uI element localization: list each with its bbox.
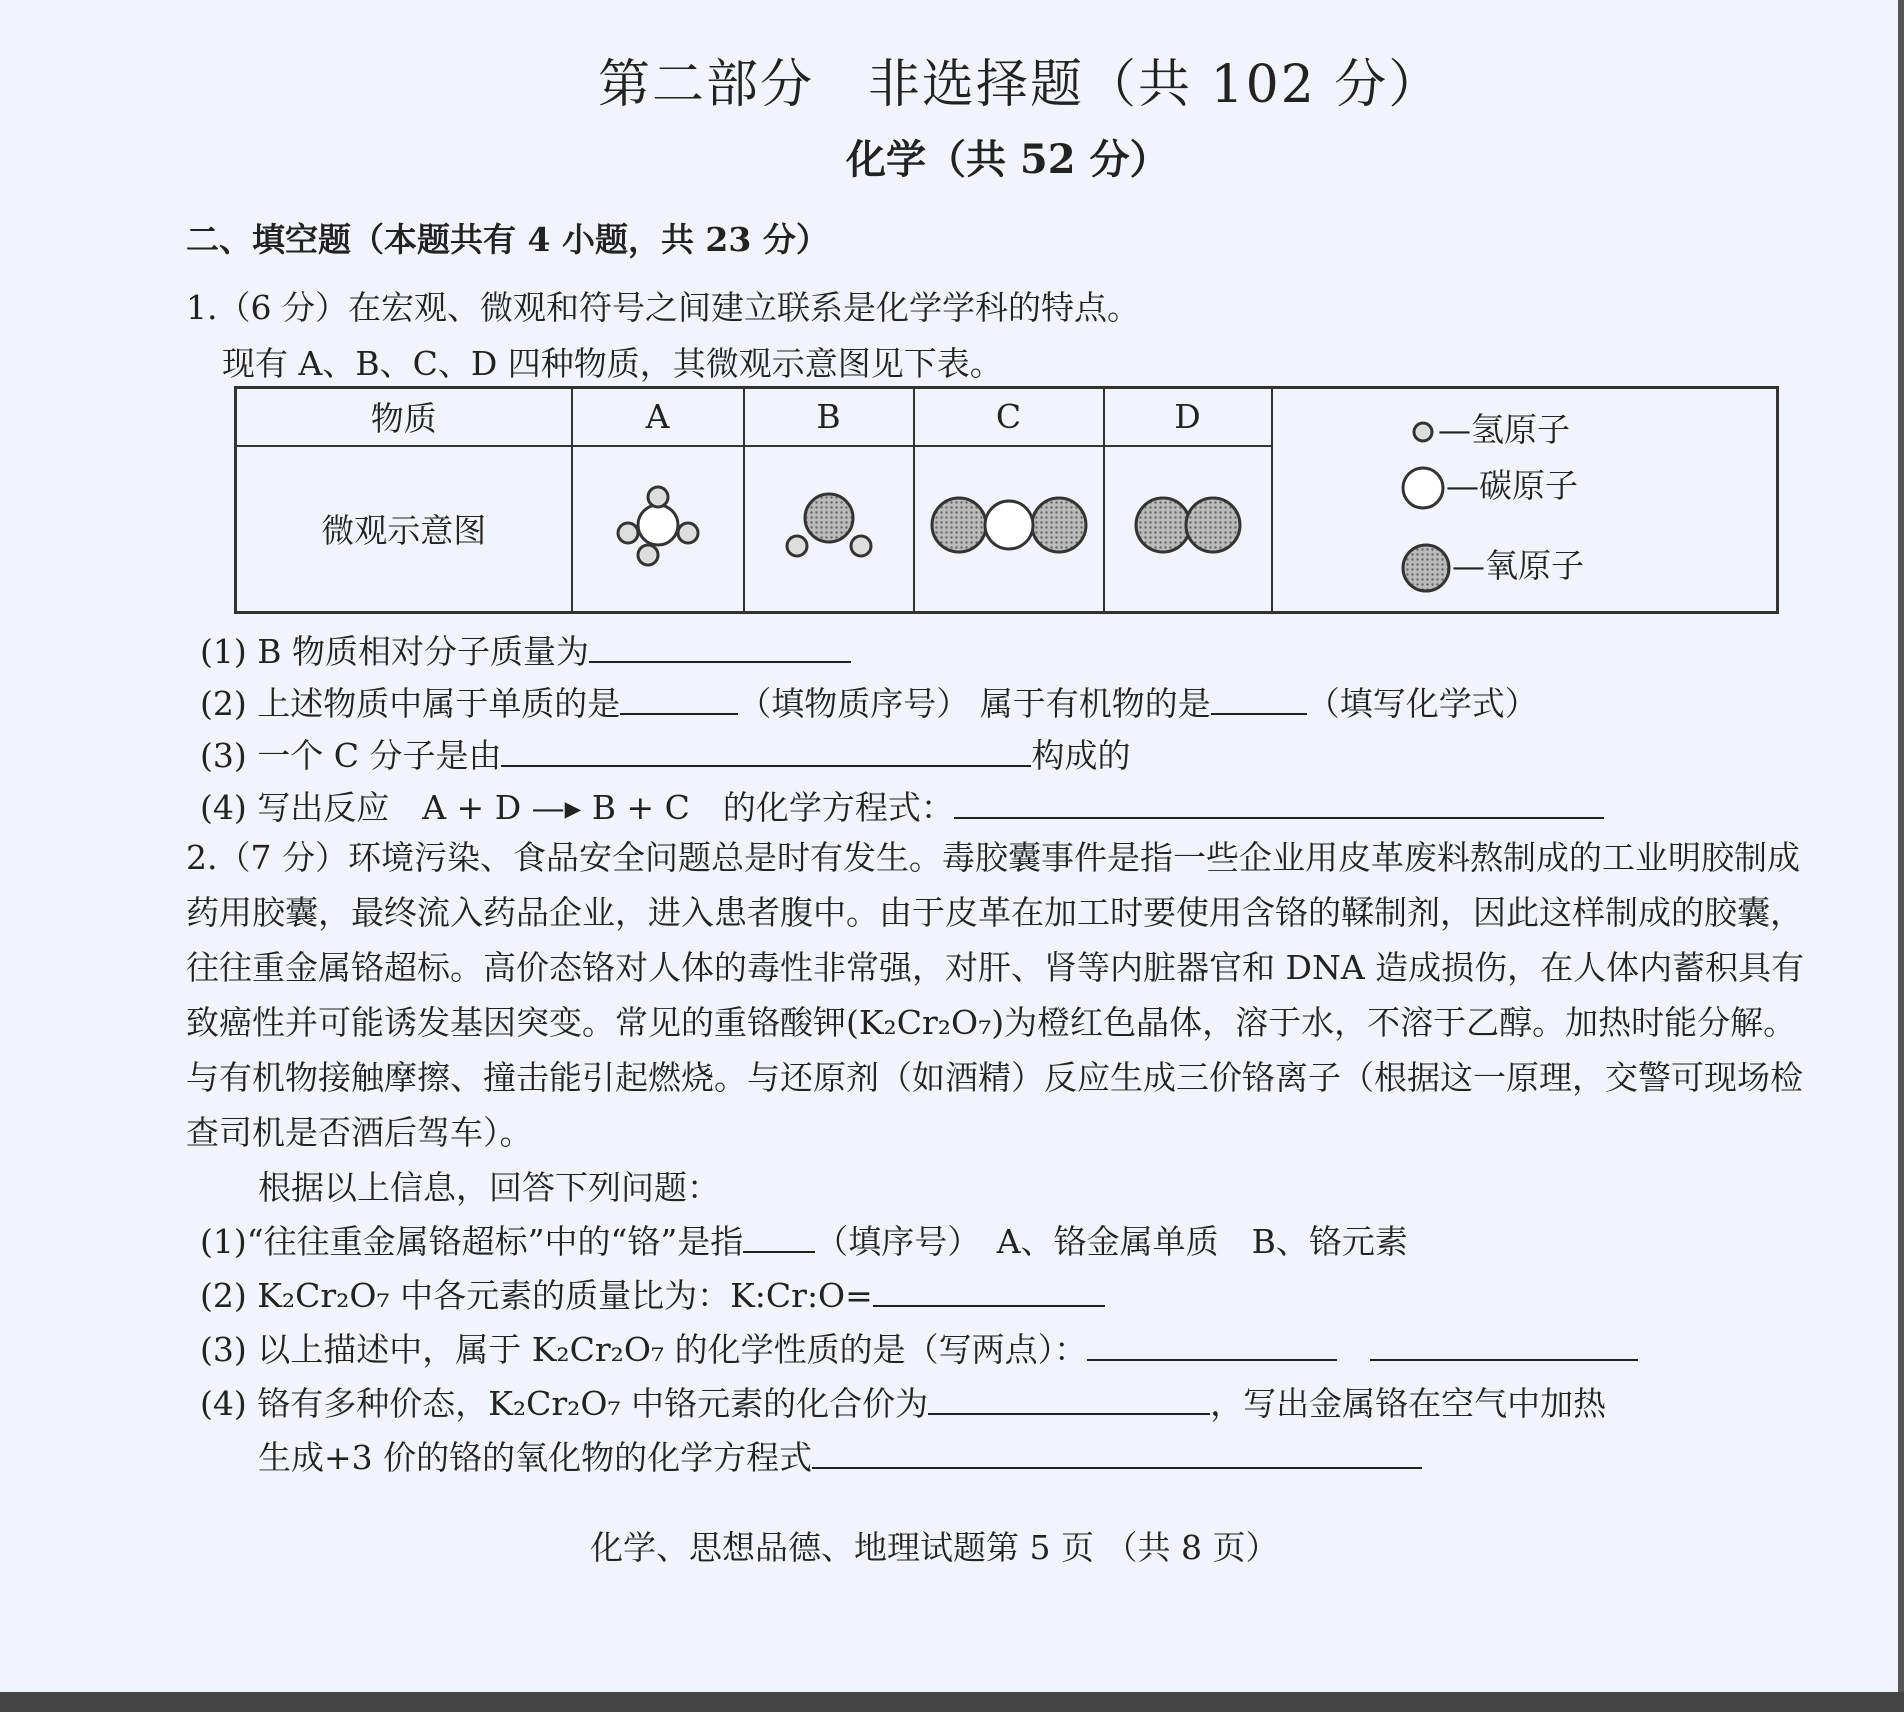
q1-stem: 1.（6 分）在宏观、微观和符号之间建立联系是化学学科的特点。: [186, 288, 1140, 327]
q2-paragraph: 2.（7 分）环境污染、食品安全问题总是时有发生。毒胶囊事件是指一些企业用皮革废料熬制成的工业明胶制成药用胶囊，最终流入药品企业，进入患者腹中。由于皮革在加工时要使用含铬的鞣制剂，因此这样制成的胶囊，往往重金属铬超标。高价态铬对人体的毒性非常强，对肝、肾等内脏器官和 DNA 造成损伤，在人体内蓄积具有致癌性并可能诱发基因突变。常见的重铬酸钾(K₂Cr₂O₇)为橙红色晶体，溶于水，不溶于乙醇。加热时能分解。与有机物接触摩擦、撞击能引起燃烧。与还原剂（如酒精）反应生成三价铬离子（根据这一原理，交警可现场检查司机是否酒后驾车）。: [186, 838, 1805, 1152]
q2-sub4-cont: 生成+3 价的铬的氧化物的化学方程式: [258, 1432, 1422, 1479]
hydrogen-atom-icon: [1408, 417, 1438, 447]
q1-sub4: (4) 写出反应 A + D —▸ B + C 的化学方程式：: [200, 782, 1604, 829]
molecule-b: [744, 446, 914, 613]
reaction-arrow: —▸: [531, 788, 582, 827]
q2-sub2: (2) K₂Cr₂O₇ 中各元素的质量比为：K:Cr:O=: [200, 1270, 1105, 1317]
legend-carbon: —碳原子: [1400, 460, 1578, 511]
q1-sub1: (1) B 物质相对分子质量为: [200, 626, 851, 673]
answer-blank[interactable]: [743, 1223, 815, 1253]
molecule-c: [914, 446, 1104, 613]
answer-blank[interactable]: [1370, 1331, 1638, 1361]
answer-blank[interactable]: [1087, 1331, 1337, 1361]
molecule-d: [1104, 446, 1272, 613]
page-edge-bottom: [0, 1692, 1904, 1712]
legend-hydrogen: —氢原子: [1408, 404, 1570, 451]
q2-sub4: (4) 铬有多种价态，K₂Cr₂O₇ 中铬元素的化合价为 ，写出金属铬在空气中加热: [200, 1384, 1607, 1423]
section-heading: 二、填空题（本题共有 4 小题，共 23 分）: [186, 220, 829, 259]
answer-blank[interactable]: [501, 737, 1031, 767]
answer-blank[interactable]: [620, 685, 738, 715]
q2-sub1: (1)“往往重金属铬超标”中的“铬”是指 （填序号） A、铬金属单质 B、铬元素: [200, 1222, 1408, 1261]
water-molecule-icon: [779, 480, 879, 570]
legend-oxygen: —氧原子: [1400, 540, 1584, 594]
oxygen-molecule-icon: [1133, 490, 1243, 560]
table-header-a: A: [572, 388, 744, 446]
answer-blank[interactable]: [1211, 685, 1307, 715]
molecule-a: [572, 446, 744, 613]
oxygen-atom-icon: [1400, 542, 1452, 594]
table-row-label-diagram: 微观示意图: [236, 446, 572, 613]
page-edge-right: [1898, 0, 1904, 1712]
methane-molecule-icon: [608, 475, 708, 575]
answer-blank[interactable]: [812, 1439, 1422, 1469]
q1-sub3: (3) 一个 C 分子是由 构成的: [200, 736, 1131, 775]
atom-legend: [1390, 390, 1770, 610]
subject-title: 化学（共 52 分）: [846, 136, 1170, 183]
part-title: 第二部分 非选择题（共 102 分）: [598, 55, 1443, 115]
answer-blank[interactable]: [928, 1385, 1210, 1415]
q1-sub2: (2) 上述物质中属于单质的是 （填物质序号） 属于有机物的是 （填写化学式）: [200, 684, 1538, 723]
table-header-substance: 物质: [236, 388, 572, 446]
table-header-b: B: [744, 388, 914, 446]
formula-k2cr2o7: (K₂Cr₂O₇): [846, 1003, 1005, 1042]
q2-prompt: 根据以上信息，回答下列问题：: [258, 1168, 720, 1207]
q2-sub3: (3) 以上描述中，属于 K₂Cr₂O₇ 的化学性质的是（写两点）：: [200, 1324, 1638, 1371]
answer-blank[interactable]: [873, 1277, 1105, 1307]
carbon-atom-icon: [1400, 465, 1446, 511]
q1-intro: 现有 A、B、C、D 四种物质，其微观示意图见下表。: [222, 344, 1003, 383]
carbon-dioxide-molecule-icon: [929, 490, 1089, 560]
page-footer: 化学、思想品德、地理试题第 5 页 （共 8 页）: [590, 1528, 1279, 1567]
table-header-d: D: [1104, 388, 1272, 446]
answer-blank[interactable]: [954, 789, 1604, 819]
answer-blank[interactable]: [589, 633, 851, 663]
table-header-c: C: [914, 388, 1104, 446]
